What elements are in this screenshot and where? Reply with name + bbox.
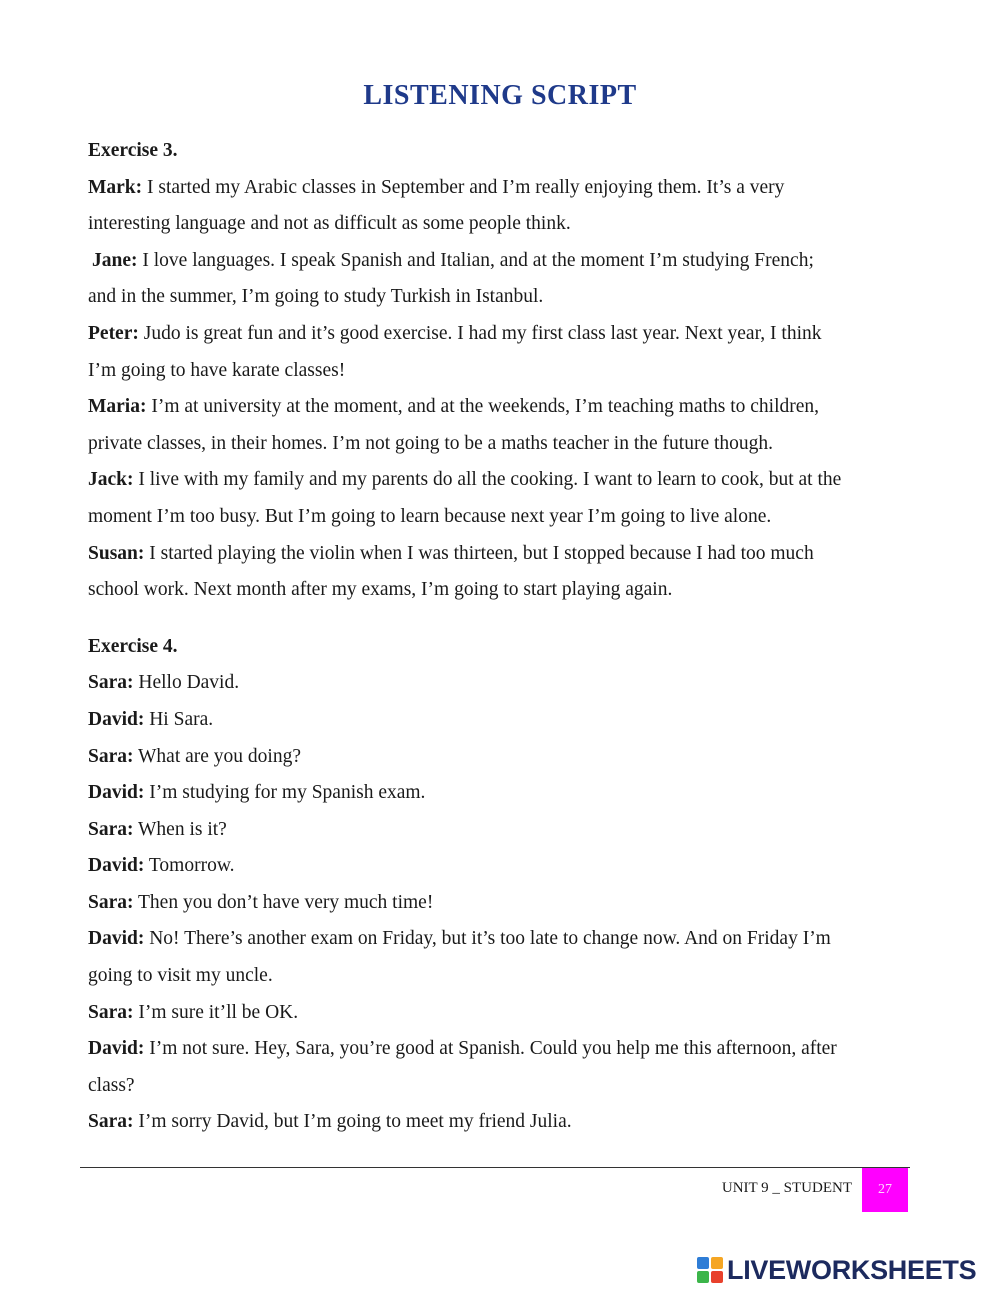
script-line [88, 316, 918, 353]
line-text: I’m sorry David, but I’m going to meet my friend Julia. [133, 1111, 572, 1133]
speaker-name: Sara: [88, 745, 134, 767]
line-text: I’m studying for my Spanish exam. [144, 782, 426, 804]
script-line [88, 848, 918, 885]
page-number: 27 [878, 1182, 892, 1197]
script-line [88, 995, 918, 1032]
brand-name: LIVEWORKSHEETS [727, 1254, 977, 1285]
script-content [88, 133, 918, 1141]
exercise-4-section [88, 629, 918, 1141]
script-line [88, 1104, 918, 1141]
logo-square [697, 1271, 709, 1283]
logo-square [711, 1257, 723, 1269]
script-line [88, 958, 918, 995]
script-line [88, 572, 918, 609]
line-text: going to visit my uncle. [88, 965, 273, 987]
speaker-name: Jack: [88, 469, 134, 491]
speaker-name: Sara: [88, 818, 134, 840]
speaker-name: Susan: [88, 542, 145, 564]
line-text: private classes, in their homes. I’m not going to be a maths teacher in the future though. [88, 432, 774, 454]
footer-divider [80, 1167, 910, 1168]
liveworksheets-brand [697, 1254, 976, 1286]
speaker-name: Sara: [88, 1001, 134, 1023]
script-line [88, 665, 918, 702]
line-text: school work. Next month after my exams, I’m going to start playing again. [88, 579, 673, 601]
line-text: class? [88, 1074, 135, 1096]
line-text: I love languages. I speak Spanish and Italian, and at the moment I’m studying French; [137, 249, 814, 271]
line-text: moment I’m too busy. But I’m going to learn because next year I’m going to live alone. [88, 505, 772, 527]
line-text: I started playing the violin when I was thirteen, but I stopped because I had too much [144, 542, 814, 564]
speaker-name: Jane: [92, 249, 138, 271]
exercise-4-heading: Exercise 4. [88, 635, 178, 657]
script-line [88, 775, 918, 812]
liveworksheets-logo-icon [697, 1257, 723, 1283]
exercise-3-lines [88, 170, 918, 609]
speaker-name: Peter: [88, 322, 139, 344]
line-text: I’m at university at the moment, and at the weekends, I’m teaching maths to children, [146, 396, 820, 418]
script-line [88, 499, 918, 536]
line-text: I’m sure it’ll be OK. [133, 1001, 299, 1023]
speaker-name: David: [88, 782, 145, 804]
script-line [88, 462, 918, 499]
exercise-3-heading: Exercise 3. [88, 140, 178, 161]
speaker-name: Mark: [88, 176, 143, 198]
script-line [88, 739, 918, 776]
line-text: Then you don’t have very much time! [133, 891, 434, 913]
logo-square [697, 1257, 709, 1269]
speaker-name: Sara: [88, 672, 134, 694]
line-text: I’m not sure. Hey, Sara, you’re good at Spanish. Could you help me this afternoon, after [144, 1038, 837, 1060]
script-line [88, 885, 918, 922]
line-text: I started my Arabic classes in September and I’m really enjoying them. It’s a very [142, 176, 785, 198]
script-line [88, 536, 918, 573]
script-line [88, 353, 918, 390]
script-line [88, 812, 918, 849]
page-title: LISTENING SCRIPT [363, 80, 637, 111]
line-text: and in the summer, I’m going to study Turkish in Istanbul. [88, 286, 544, 308]
line-text: Judo is great fun and it’s good exercise. I had my first class last year. Next year, I think [138, 322, 822, 344]
script-line [88, 1031, 918, 1068]
page-number-badge [862, 1168, 908, 1212]
speaker-name: David: [88, 1038, 145, 1060]
line-text: What are you doing? [133, 745, 302, 767]
speaker-name: David: [88, 928, 145, 950]
speaker-name: David: [88, 708, 145, 730]
logo-square [711, 1271, 723, 1283]
exercise-4-lines [88, 665, 918, 1141]
line-text: Hello David. [133, 672, 240, 694]
script-line [88, 170, 918, 207]
speaker-name: David: [88, 855, 145, 877]
line-text: No! There’s another exam on Friday, but it’s too late to change now. And on Friday I’m [144, 928, 831, 950]
speaker-name: Sara: [88, 891, 134, 913]
line-text: I’m going to have karate classes! [88, 359, 346, 381]
line-text: Hi Sara. [144, 708, 214, 730]
line-text: Tomorrow. [144, 855, 235, 877]
line-text: I live with my family and my parents do all the cooking. I want to learn to cook, but at the [133, 469, 842, 491]
script-line [88, 921, 918, 958]
line-text: When is it? [133, 818, 227, 840]
footer-unit-label: UNIT 9 _ STUDENT [721, 1180, 852, 1196]
script-line [88, 243, 918, 280]
exercise-3-section [88, 133, 918, 609]
speaker-name: Sara: [88, 1111, 134, 1133]
script-line [88, 426, 918, 463]
script-line [88, 702, 918, 739]
script-line [88, 206, 918, 243]
script-line [88, 279, 918, 316]
speaker-name: Maria: [88, 396, 147, 418]
line-text: interesting language and not as difficult as some people think. [88, 213, 571, 235]
script-line [88, 1068, 918, 1105]
script-line [88, 389, 918, 426]
